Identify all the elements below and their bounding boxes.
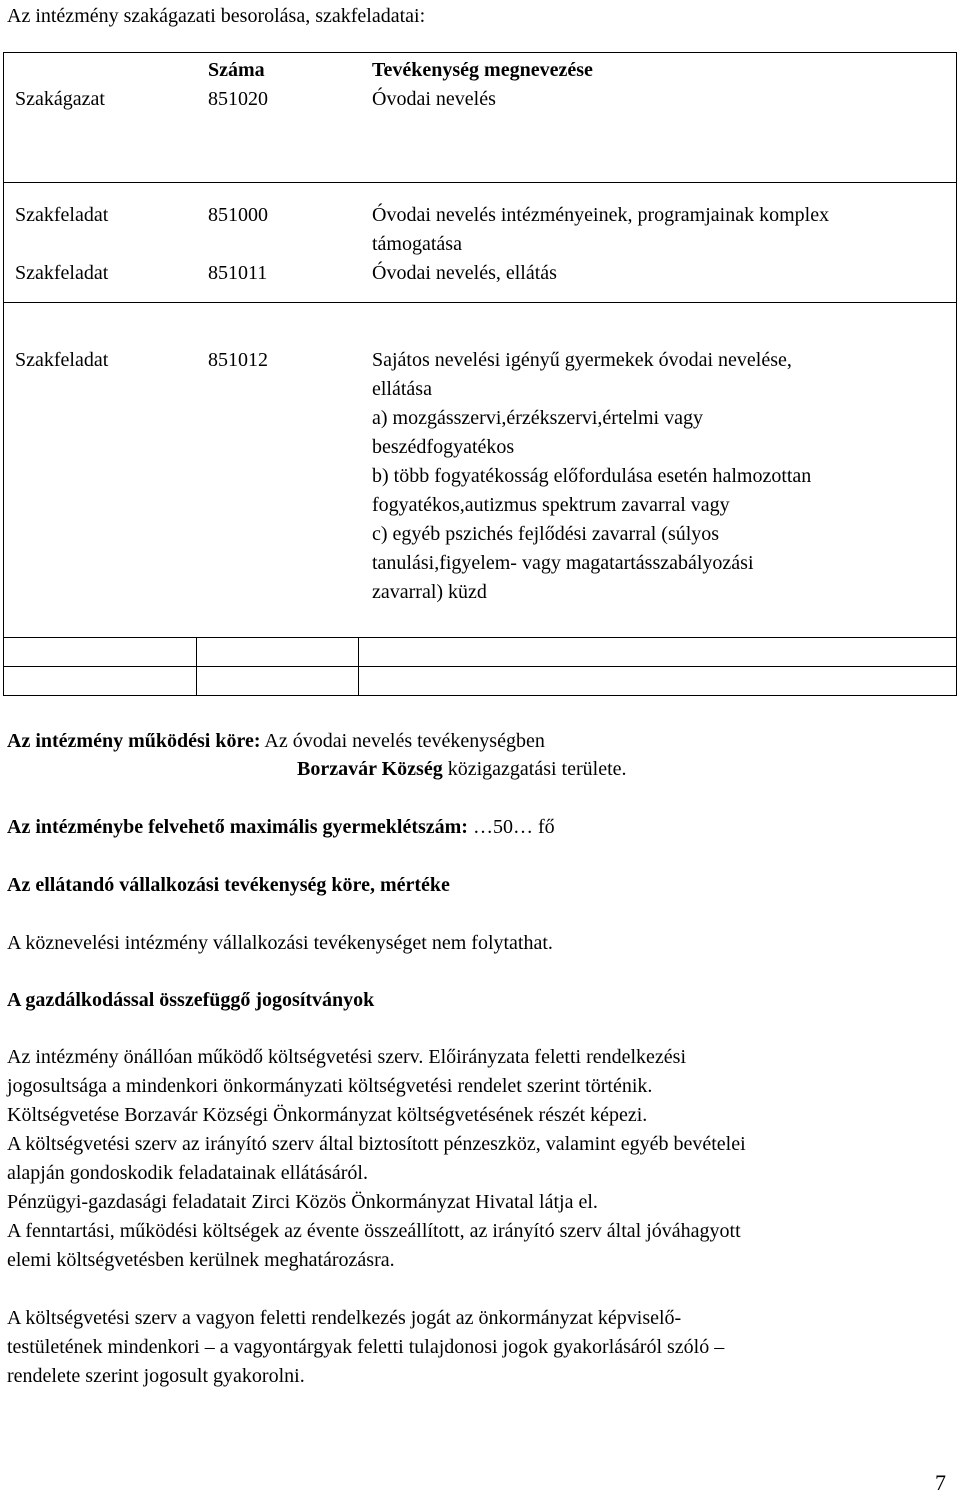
- row-desc: Sajátos nevelési igényű gyermekek óvodai nevelése,: [372, 349, 792, 371]
- col-header-number: Száma: [208, 59, 265, 81]
- finance-line: A költségvetési szerv az irányító szerv által biztosított pénzeszköz, valamint egyéb bevételei: [7, 1133, 746, 1155]
- row-desc: c) egyéb pszichés fejlődési zavarral (súlyos: [372, 523, 720, 545]
- table-divider: [3, 666, 957, 667]
- finance-line: Az intézmény önállóan működő költségvetési szerv. Előirányzata feletti rendelkezési: [7, 1046, 687, 1068]
- row-type: Szakfeladat: [15, 204, 109, 226]
- row-number: 851020: [208, 88, 268, 110]
- scope-text: Az óvodai nevelés tevékenységben: [260, 730, 545, 752]
- table-divider: [3, 637, 957, 638]
- activity-table: [3, 52, 957, 696]
- finance-line: elemi költségvetésben kerülnek meghatározásra.: [7, 1249, 395, 1271]
- row-desc: b) több fogyatékosság előfordulása esetén halmozottan: [372, 465, 812, 487]
- capacity-line: [7, 815, 555, 839]
- row-type: Szakfeladat: [15, 349, 109, 371]
- table-border-left: [3, 52, 4, 696]
- finance-heading: A gazdálkodással összefüggő jogosítványok: [7, 989, 375, 1011]
- row-desc: beszédfogyatékos: [372, 436, 515, 458]
- finance-line: Pénzügyi-gazdasági feladatait Zirci Közös Önkormányzat Hivatal látja el.: [7, 1191, 598, 1213]
- scope-label: Az intézmény működési köre:: [7, 730, 261, 752]
- business-heading: Az ellátandó vállalkozási tevékenység köre, mértéke: [7, 874, 450, 896]
- page-number: 7: [935, 1470, 946, 1495]
- property-line: A költségvetési szerv a vagyon feletti rendelkezés jogát az önkormányzat képviselő-: [7, 1307, 682, 1329]
- capacity-label: Az intézménybe felvehető maximális gyermeklétszám:: [7, 816, 468, 838]
- row-desc: Óvodai nevelés, ellátás: [372, 262, 557, 284]
- finance-line: A fenntartási, működési költségek az évente összeállított, az irányító szerv által jóváhagyott: [7, 1220, 741, 1242]
- col-header-activity: Tevékenység megnevezése: [372, 59, 593, 81]
- table-border-bottom: [3, 695, 957, 696]
- row-desc: a) mozgásszervi,érzékszervi,értelmi vagy: [372, 407, 703, 429]
- property-line: rendelete szerint jogosult gyakorolni.: [7, 1365, 305, 1387]
- row-number: 851011: [208, 262, 268, 284]
- table-divider: [3, 302, 957, 303]
- scope-line: [7, 729, 545, 753]
- scope-place-rest: közigazgatási területe.: [442, 758, 627, 780]
- row-desc: ellátása: [372, 378, 432, 400]
- table-border-top: [3, 52, 957, 53]
- scope-place-line: [297, 757, 627, 781]
- row-type: Szakágazat: [15, 88, 105, 110]
- row-desc: zavarral) küzd: [372, 581, 487, 603]
- row-desc: támogatása: [372, 233, 462, 255]
- row-desc: fogyatékos,autizmus spektrum zavarral vagy: [372, 494, 730, 516]
- table-col-divider: [358, 637, 359, 696]
- finance-line: Költségvetése Borzavár Községi Önkormányzat költségvetésének részét képezi.: [7, 1104, 648, 1126]
- row-desc: tanulási,figyelem- vagy magatartásszabályozási: [372, 552, 754, 574]
- row-number: 851000: [208, 204, 268, 226]
- row-type: Szakfeladat: [15, 262, 109, 284]
- table-border-right: [956, 52, 957, 696]
- scope-place: Borzavár Község: [297, 758, 443, 780]
- row-number: 851012: [208, 349, 268, 371]
- capacity-value: …50… fő: [467, 816, 555, 838]
- section-heading: Az intézmény szakágazati besorolása, szakfeladatai:: [7, 5, 426, 27]
- row-desc: Óvodai nevelés intézményeinek, programjainak komplex: [372, 204, 830, 226]
- property-line: testületének mindenkori – a vagyontárgyak feletti tulajdonosi jogok gyakorlásáról szóló –: [7, 1336, 725, 1358]
- table-divider: [3, 182, 957, 183]
- row-desc: Óvodai nevelés: [372, 88, 496, 110]
- finance-line: alapján gondoskodik feladatainak ellátásáról.: [7, 1162, 368, 1184]
- table-col-divider: [196, 637, 197, 696]
- finance-line: jogosultsága a mindenkori önkormányzati költségvetési rendelet szerint történik.: [7, 1075, 653, 1097]
- business-text: A köznevelési intézmény vállalkozási tevékenységet nem folytathat.: [7, 932, 553, 954]
